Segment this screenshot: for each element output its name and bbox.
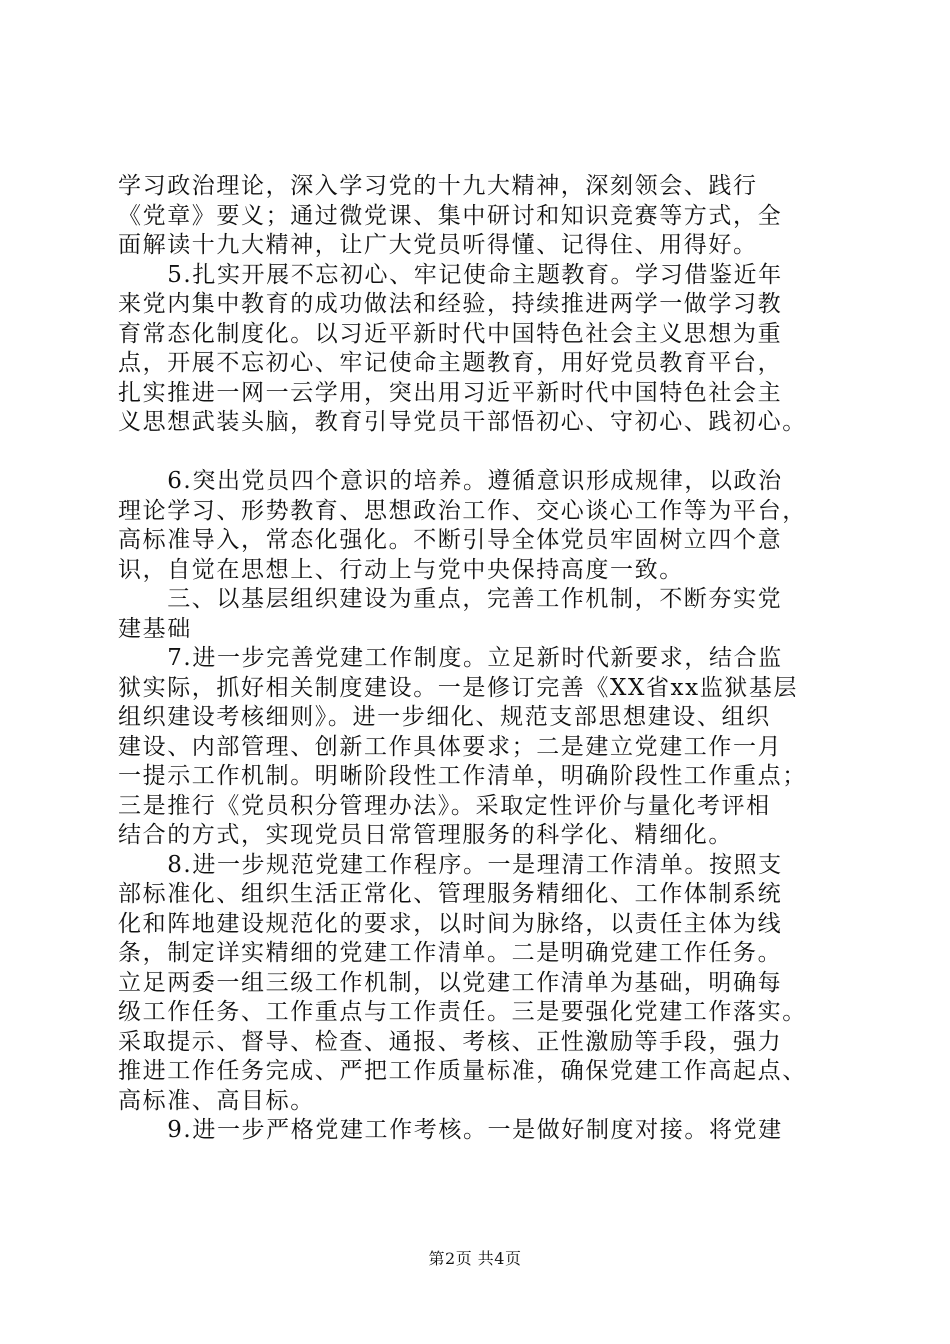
text-line: 7.进一步完善党建工作制度。立足新时代新要求，结合监 — [118, 645, 783, 671]
text-line: 化和阵地建设规范化的要求，以时间为脉络，以责任主体为线 — [118, 910, 783, 937]
text-line: 义思想武装头脑，教育引导党员干部悟初心、守初心、践初心。 — [118, 409, 807, 435]
text-line: 学习政治理论，深入学习党的十九大精神，深刻领会、践行 — [118, 173, 758, 199]
page-number-footer: 第2页 共4页 — [428, 1249, 522, 1268]
document-body — [118, 172, 838, 1146]
text-line: 来党内集中教育的成功做法和经验，持续推进两学一做学习教 — [118, 291, 783, 317]
text-line: 8.进一步规范党建工作程序。一是理清工作清单。按照支 — [118, 851, 783, 878]
text-line: 立足两委一组三级工作机制，以党建工作清单为基础，明确每 — [118, 969, 783, 996]
text-line: 《党章》要义；通过微党课、集中研讨和知识竞赛等方式，全 — [118, 202, 783, 229]
text-line: 级工作任务、工作重点与工作责任。三是要强化党建工作落实。 — [118, 999, 807, 1025]
text-line: 部标准化、组织生活正常化、管理服务精细化、工作体制系统 — [118, 881, 783, 907]
section-heading-line: 三、以基层组织建设为重点，完善工作机制，不断夯实党 — [118, 586, 783, 612]
text-line: 识，自觉在思想上、行动上与党中央保持高度一致。 — [118, 556, 684, 583]
text-line: 三是推行《党员积分管理办法》。采取定性评价与量化考评相 — [118, 792, 771, 819]
text-line: 高标准、高目标。 — [118, 1087, 315, 1114]
text-line: 育常态化制度化。以习近平新时代中国特色社会主义思想为重 — [118, 320, 783, 347]
text-line: 狱实际，抓好相关制度建设。一是修订完善《XX省xx监狱基层 — [118, 674, 799, 701]
text-line: 6.突出党员四个意识的培养。遵循意识形成规律，以政治 — [118, 468, 783, 494]
text-line: 面解读十九大精神，让广大党员听得懂、记得住、用得好。 — [118, 232, 758, 258]
text-line: 推进工作任务完成、严把工作质量标准，确保党建工作高起点、 — [118, 1058, 807, 1084]
text-line: 扎实推进一网一云学用，突出用习近平新时代中国特色社会主 — [118, 379, 783, 406]
text-line: 高标准导入，常态化强化。不断引导全体党员牢固树立四个意 — [118, 527, 783, 553]
text-line: 建设、内部管理、创新工作具体要求；二是建立党建工作一月 — [118, 733, 783, 760]
text-line: 采取提示、督导、检查、通报、考核、正性激励等手段，强力 — [118, 1028, 783, 1055]
text-line: 5.扎实开展不忘初心、牢记使命主题教育。学习借鉴近年 — [118, 261, 783, 288]
text-line: 一提示工作机制。明晰阶段性工作清单，明确阶段性工作重点； — [118, 763, 807, 789]
text-line: 点，开展不忘初心、牢记使命主题教育，用好党员教育平台， — [118, 350, 783, 376]
text-line: 理论学习、形势教育、思想政治工作、交心谈心工作等为平台， — [118, 497, 807, 524]
section-heading-line: 建基础 — [118, 615, 192, 642]
blank-line — [118, 438, 838, 468]
text-line: 条，制定详实精细的党建工作清单。二是明确党建工作任务。 — [118, 940, 783, 966]
text-line: 结合的方式，实现党员日常管理服务的科学化、精细化。 — [118, 822, 733, 848]
text-line: 组织建设考核细则》。进一步细化、规范支部思想建设、组织 — [118, 704, 771, 730]
text-line: 9.进一步严格党建工作考核。一是做好制度对接。将党建 — [118, 1117, 783, 1143]
